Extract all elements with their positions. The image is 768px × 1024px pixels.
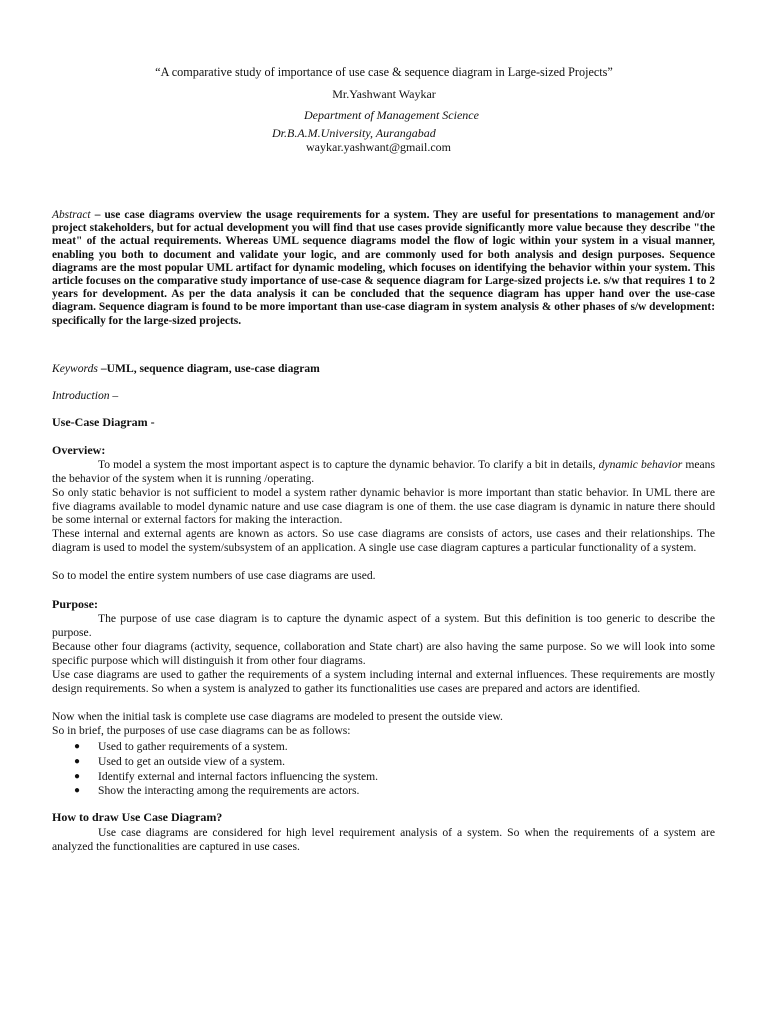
overview-paragraph-1 bbox=[52, 458, 715, 485]
bullet-text: Used to gather requirements of a system. bbox=[98, 740, 288, 753]
keywords-line bbox=[52, 362, 715, 376]
purpose-paragraph-5: So in brief, the purposes of use case diagrams can be as follows: bbox=[52, 724, 351, 737]
author-name: Mr.Yashwant Waykar bbox=[332, 87, 436, 101]
overview-p1-emphasis: dynamic behavior bbox=[598, 458, 683, 471]
overview-paragraph-3: These internal and external agents are known as actors. So use case diagrams are consists of actors, use cases and their relationships. The diagram is used to model the system/subsystem of an application. A single use case diagram captures a particular functionality of a system. bbox=[52, 527, 715, 554]
author-email: waykar.yashwant@gmail.com bbox=[306, 140, 452, 154]
bullet-text: Used to get an outside view of a system. bbox=[98, 754, 286, 768]
list-item bbox=[52, 770, 378, 785]
bullet-icon: ● bbox=[74, 770, 81, 782]
abstract-paragraph bbox=[52, 209, 715, 328]
introduction-heading: Introduction – bbox=[52, 389, 119, 402]
overview-p1-end: means the behavior of the system when it is running /operating. bbox=[52, 458, 715, 485]
overview-paragraph-4: So to model the entire system numbers of use case diagrams are used. bbox=[52, 569, 376, 582]
bullet-text: Show the interacting among the requirements are actors. bbox=[98, 784, 360, 798]
keywords-lead: Keywords bbox=[52, 362, 98, 375]
list-item bbox=[52, 784, 378, 799]
overview-p1-start: To model a system the most important aspect is to capture the dynamic behavior. To clarify a bit in details, bbox=[98, 458, 599, 471]
purpose-paragraph-1: The purpose of use case diagram is to capture the dynamic aspect of a system. But this definition is too generic to describe the purpose. bbox=[52, 612, 715, 639]
keywords-text: –UML, sequence diagram, use-case diagram bbox=[97, 362, 320, 375]
overview-heading: Overview: bbox=[52, 443, 106, 457]
list-item bbox=[52, 740, 378, 755]
bullet-text: Identify external and internal factors influencing the system. bbox=[98, 769, 379, 783]
purpose-heading: Purpose: bbox=[52, 597, 98, 611]
abstract-lead: Abstract bbox=[52, 209, 91, 221]
purpose-paragraph-3: Use case diagrams are used to gather the requirements of a system including internal and external influences. These requirements are mostly design requirements. So when a system is analyzed to gather its functionalities use cases are prepared and actors are identified. bbox=[52, 668, 715, 695]
bullet-icon: ● bbox=[74, 785, 81, 797]
overview-paragraph-2: So only static behavior is not sufficient to model a system rather dynamic behavior is more important than static behavior. In UML there are five diagrams available to model dynamic nature and use case diagram is one of them. the use case diagram is dynamic in nature there should be some internal or external factors for making the interaction. bbox=[52, 486, 715, 527]
purpose-paragraph-2: Because other four diagrams (activity, sequence, collaboration and State chart) are also having the same purpose. So we will look into some specific purpose which will distinguish it from other four diagrams. bbox=[52, 640, 715, 667]
how-to-heading: How to draw Use Case Diagram? bbox=[52, 810, 223, 824]
purpose-bullet-list bbox=[52, 740, 378, 799]
author-department: Department of Management Science bbox=[304, 108, 479, 122]
purpose-paragraph-4: Now when the initial task is complete use case diagrams are modeled to present the outside view. bbox=[52, 710, 503, 723]
list-item bbox=[52, 755, 378, 770]
author-university: Dr.B.A.M.University, Aurangabad bbox=[272, 126, 436, 140]
paper-title: “A comparative study of importance of use case & sequence diagram in Large-sized Projects” bbox=[155, 65, 613, 79]
bullet-icon: ● bbox=[74, 741, 81, 752]
abstract-text: – use case diagrams overview the usage requirements for a system. They are useful for presentations to management and/or project stakeholders, but for actual development you will find that use cases provide significantly more value because they describe "the meat" of the actual requirements. Whereas UML sequence diagrams model the flow of logic within your system in a visual manner, enabling you both to document and validate your logic, and are commonly used for both analysis and design purposes. Sequence diagrams are the most popular UML artifact for dynamic modeling, which focuses on identifying the behavior within your system. This article focuses on the comparative study importance of use-case & sequence diagram for Large-sized projects i.e. s/w that requires 1 to 2 years for development. As per the data analysis it can be concluded that the sequence diagram has upper hand over the use-case diagram. Sequence diagram is found to be more important than use-case diagram in system analysis & other phases of s/w development: specifically for the large-sized projects. bbox=[52, 209, 715, 327]
use-case-section-heading: Use-Case Diagram - bbox=[52, 415, 155, 429]
how-to-paragraph-1: Use case diagrams are considered for high level requirement analysis of a system. So when the requirements of a system are analyzed the functionalities are captured in use cases. bbox=[52, 826, 715, 853]
bullet-icon: ● bbox=[74, 755, 81, 767]
